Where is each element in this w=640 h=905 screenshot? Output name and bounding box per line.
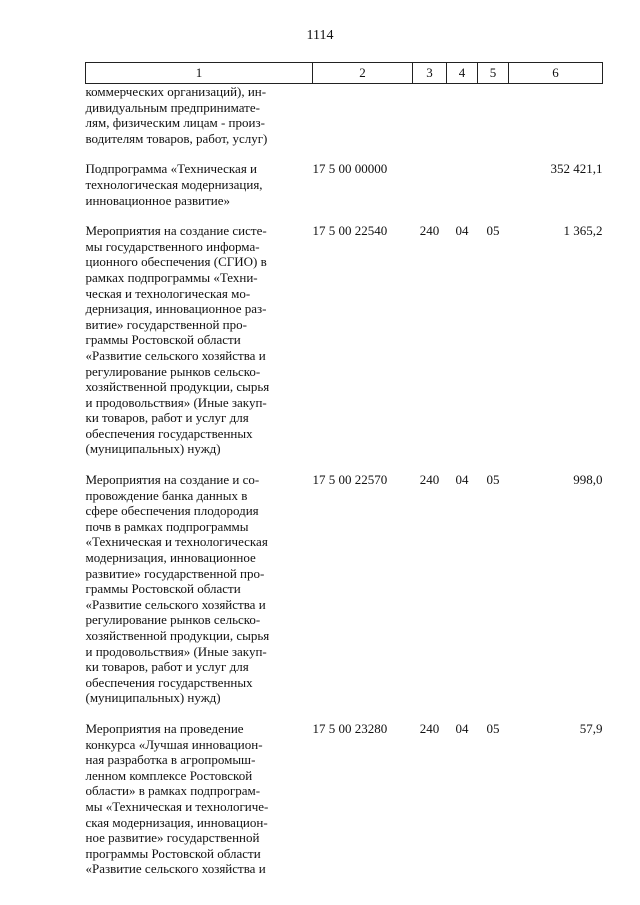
- description-line: (муниципальных) нужд): [85, 441, 221, 457]
- subsection-code: 05: [486, 472, 500, 488]
- expense-type-code: [413, 156, 447, 218]
- description-line: мы государственного информа-: [85, 238, 260, 254]
- amount: 352 421,1: [550, 161, 603, 177]
- description-line: и продовольствия» (Иные закуп-: [85, 394, 267, 410]
- row-description: [86, 716, 313, 887]
- description-line: дернизация, инновационное раз-: [85, 301, 267, 317]
- expense-type-code: [413, 84, 447, 157]
- row-description: [86, 218, 313, 467]
- row-description: [86, 467, 313, 716]
- description-line: обеспечения государственных: [85, 674, 253, 690]
- description-line: коммерческих организаций), ин-: [85, 84, 267, 99]
- description-line: регулирование рынков сельско-: [85, 363, 261, 379]
- section-code: 04: [455, 720, 469, 736]
- subsection-code: [478, 84, 509, 157]
- section-code: [447, 156, 478, 218]
- description-line: ленном комплексе Ростовской: [85, 767, 253, 783]
- description-line: ное развитие» государственной: [85, 830, 260, 846]
- description-line: «Техническая и технологическая: [85, 534, 268, 550]
- description-line: ная разработка в агропромыш-: [85, 752, 256, 768]
- description-line: регулирование рынков сельско-: [85, 612, 261, 628]
- description-line: сфере обеспечения плодородия: [85, 503, 259, 519]
- description-line: водителям товаров, работ, услуг): [85, 130, 268, 146]
- amount: [509, 84, 603, 157]
- target-article-code: 17 5 00 22570: [312, 472, 388, 488]
- description-line: «Развитие сельского хозяйства и: [85, 347, 266, 363]
- description-line: Мероприятия на создание систе-: [85, 223, 267, 239]
- column-header-4: 4: [447, 63, 478, 84]
- header-row: [86, 63, 603, 84]
- description-line: провождение банка данных в: [85, 487, 248, 503]
- description-line: граммы Ростовской области: [85, 581, 241, 597]
- description-line: хозяйственной продукции, сырья: [85, 628, 270, 643]
- description-line: ционного обеспечения (СГИО) в: [85, 254, 267, 270]
- subsection-code: [478, 156, 509, 218]
- table-row: [86, 467, 603, 716]
- description-line: ская модернизация, инновацион-: [85, 814, 268, 830]
- column-header-5: 5: [478, 63, 509, 84]
- row-description: [86, 84, 313, 157]
- description-line: инновационное развитие»: [85, 192, 231, 208]
- budget-table: [85, 62, 603, 887]
- target-article-code: [313, 84, 413, 157]
- description-line: Мероприятия на проведение: [85, 720, 244, 736]
- description-line: мы «Техническая и технологиче-: [85, 798, 269, 814]
- description-line: лям, физическим лицам - произ-: [85, 115, 265, 131]
- description-line: Мероприятия на создание и со-: [85, 472, 260, 488]
- description-line: ки товаров, работ и услуг для: [85, 410, 249, 426]
- column-header-1: 1: [86, 63, 313, 84]
- target-article-code: 17 5 00 23280: [312, 720, 388, 736]
- description-line: «Развитие сельского хозяйства и: [85, 596, 266, 612]
- expense-type-code: 240: [419, 472, 440, 488]
- description-line: ки товаров, работ и услуг для: [85, 659, 249, 675]
- description-line: и продовольствия» (Иные закуп-: [85, 643, 267, 659]
- description-line: витие» государственной про-: [85, 316, 247, 332]
- column-header-3: 3: [413, 63, 447, 84]
- description-line: почв в рамках подпрограммы: [85, 518, 249, 534]
- page-number: 1114: [306, 28, 334, 43]
- description-line: (муниципальных) нужд): [85, 690, 221, 706]
- section-code: [447, 84, 478, 157]
- description-line: дивидуальным предпринимате-: [85, 99, 260, 115]
- expense-type-code: 240: [419, 720, 440, 736]
- expense-type-code: 240: [419, 223, 440, 239]
- description-line: конкурса «Лучшая инновацион-: [85, 736, 263, 752]
- description-line: области» в рамках подпрограм-: [85, 783, 261, 799]
- description-line: обеспечения государственных: [85, 425, 253, 441]
- target-article-code: 17 5 00 00000: [312, 161, 388, 177]
- table-row: [86, 84, 603, 157]
- row-description: [86, 156, 313, 218]
- description-line: технологическая модернизация,: [85, 176, 263, 192]
- amount: 1 365,2: [563, 223, 603, 239]
- section-code: 04: [455, 472, 469, 488]
- subsection-code: 05: [486, 223, 500, 239]
- description-line: Подпрограмма «Техническая и: [85, 161, 258, 177]
- amount: 57,9: [579, 720, 603, 736]
- description-line: ческая и технологическая мо-: [85, 285, 251, 301]
- column-header-2: 2: [313, 63, 413, 84]
- column-header-6: 6: [509, 63, 603, 84]
- description-line: программы Ростовской области: [85, 845, 261, 861]
- description-line: граммы Ростовской области: [85, 332, 241, 348]
- table-row: [86, 156, 603, 218]
- table-row: [86, 218, 603, 467]
- description-line: развитие» государственной про-: [85, 565, 265, 581]
- section-code: 04: [455, 223, 469, 239]
- description-line: модернизация, инновационное: [85, 550, 256, 566]
- subsection-code: 05: [486, 720, 500, 736]
- amount: 998,0: [573, 472, 603, 488]
- target-article-code: 17 5 00 22540: [312, 223, 388, 239]
- description-line: рамках подпрограммы «Техни-: [85, 269, 258, 285]
- description-line: хозяйственной продукции, сырья: [85, 379, 270, 395]
- table-row: [86, 716, 603, 887]
- description-line: «Развитие сельского хозяйства и: [85, 861, 266, 877]
